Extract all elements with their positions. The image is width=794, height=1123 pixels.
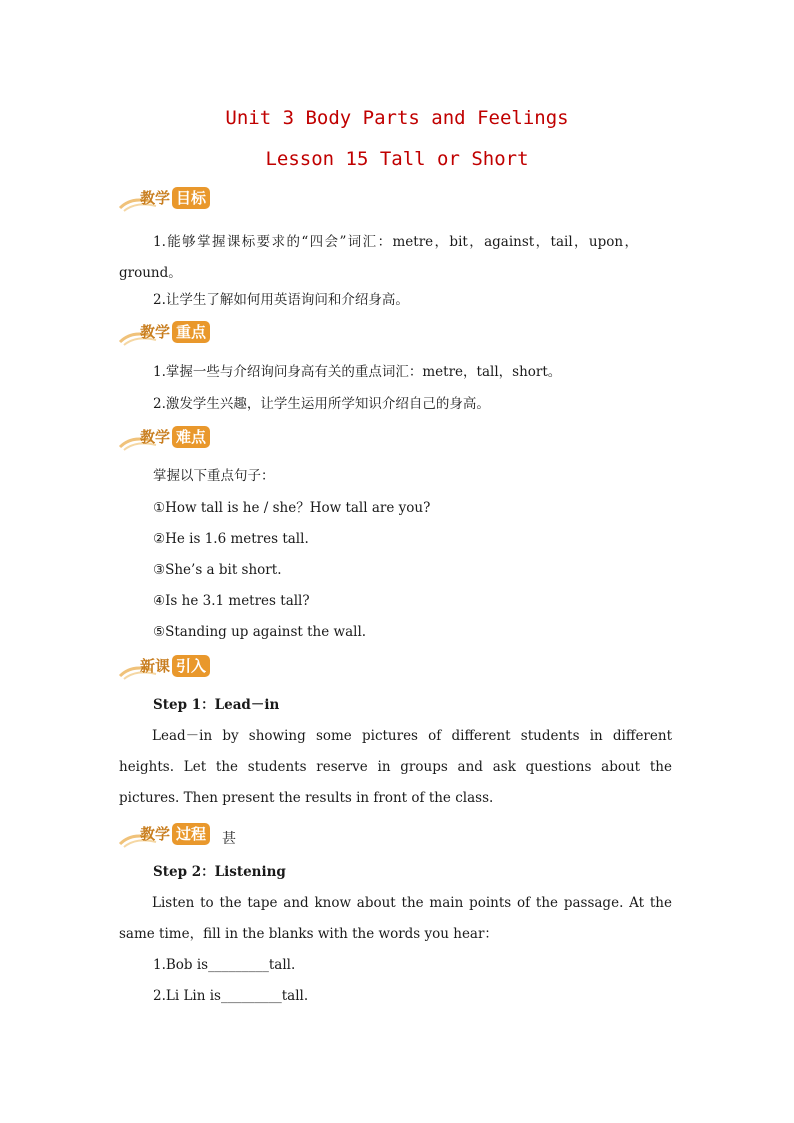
goals-line-2: 2.让学生了解如何用英语询问和介绍身高。: [153, 292, 409, 308]
section-heading-keypoints: 教学 重点: [118, 320, 278, 348]
keypoints-line-1: 1.掌握一些与介绍询问身高有关的重点词汇：metre，tall，short。: [153, 364, 562, 380]
stray-character: 甚: [222, 831, 236, 847]
difficulty-item: ③She’s a bit short.: [153, 562, 282, 578]
step-2-heading: Step 2：Listening: [153, 864, 286, 880]
difficulty-item: ④Is he 3.1 metres tall?: [153, 593, 310, 609]
difficulty-item: ⑤Standing up against the wall.: [153, 624, 367, 640]
section-heading-process: 教学 过程 甚: [118, 822, 278, 850]
unit-title: Unit 3 Body Parts and Feelings: [225, 107, 569, 129]
section-heading-goals: 教学 目标: [118, 186, 278, 214]
lesson-title: Lesson 15 Tall or Short: [265, 148, 529, 170]
blank-item-2: 2.Li Lin is_________tall.: [153, 988, 309, 1004]
blank-item-1: 1.Bob is_________tall.: [153, 957, 296, 973]
goals-line-1: 1.能够掌握课标要求的“四会”词汇：metre，bit，against，tail，upon，ground。: [119, 234, 638, 281]
difficulty-item: ②He is 1.6 metres tall.: [153, 531, 309, 547]
section-heading-intro: 新课 引入: [118, 654, 278, 682]
step-1-heading: Step 1：Lead－in: [153, 697, 280, 713]
lead-in-paragraph: Lead－in by showing some pictures of different students in different heights. Let the students reserve in groups and ask questions about the pictures. Then present the results in front of the class.: [119, 728, 672, 806]
difficulty-item: ①How tall is he / she？How tall are you?: [153, 500, 431, 516]
listening-paragraph: Listen to the tape and know about the main points of the passage. At the same time，fill in the blanks with the words you hear：: [119, 895, 672, 942]
keypoints-line-2: 2.激发学生兴趣，让学生运用所学知识介绍自己的身高。: [153, 396, 490, 412]
difficulties-intro: 掌握以下重点句子：: [153, 468, 275, 484]
section-heading-difficulties: 教学 难点: [118, 425, 278, 453]
